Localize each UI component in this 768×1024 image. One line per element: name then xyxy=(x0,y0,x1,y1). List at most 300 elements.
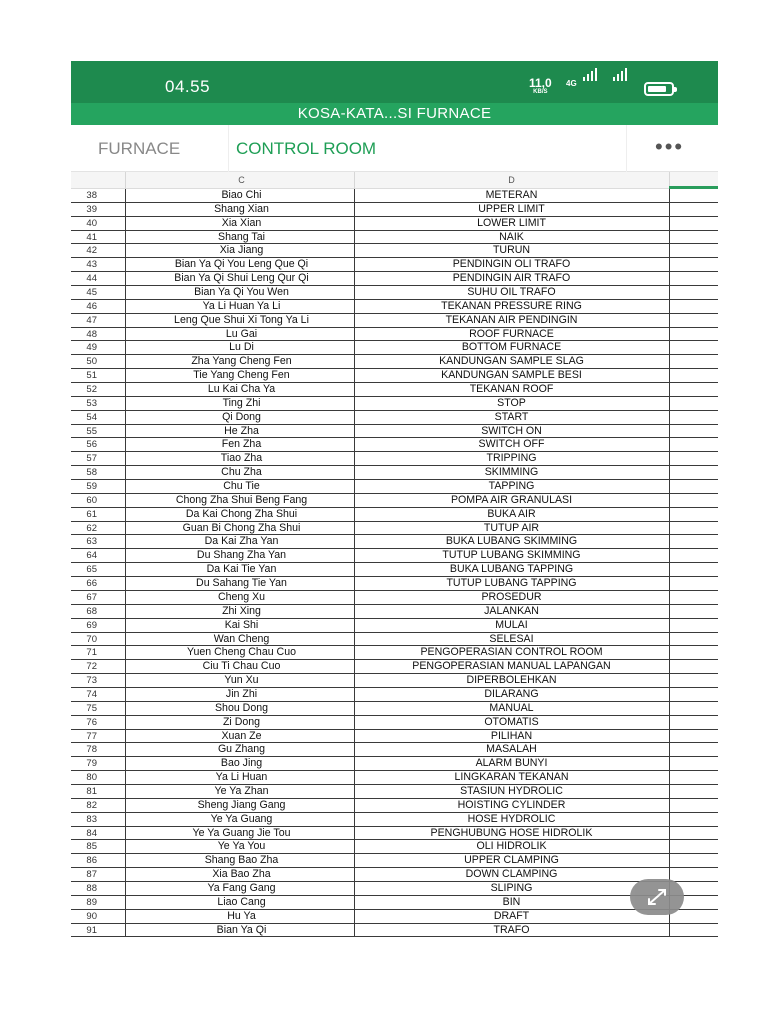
table-row[interactable] xyxy=(71,924,718,938)
cell-border xyxy=(125,189,126,203)
tab-furnace[interactable]: FURNACE xyxy=(98,139,181,158)
cell-d[interactable]: TURUN xyxy=(492,244,531,257)
row-number[interactable]: 73 xyxy=(86,675,97,687)
cell-border xyxy=(125,383,126,397)
battery-level xyxy=(648,86,666,92)
row-number[interactable]: 82 xyxy=(86,799,97,811)
cell-c[interactable]: Xia Jiang xyxy=(219,244,264,257)
cell-border xyxy=(669,924,670,938)
cell-d[interactable]: ALARM BUNYI xyxy=(475,757,548,770)
table-row[interactable] xyxy=(71,369,718,383)
cell-border xyxy=(669,577,670,591)
table-row[interactable] xyxy=(71,508,718,522)
row-number[interactable]: 67 xyxy=(86,591,97,603)
table-row[interactable] xyxy=(71,619,718,633)
cell-border xyxy=(125,480,126,494)
cell-d[interactable]: JALANKAN xyxy=(484,604,539,617)
cell-d[interactable]: POMPA AIR GRANULASI xyxy=(450,493,573,506)
cell-border xyxy=(125,854,126,868)
cell-d[interactable]: PENDINGIN AIR TRAFO xyxy=(452,272,571,285)
cell-d[interactable]: LOWER LIMIT xyxy=(477,216,546,229)
row-number[interactable]: 57 xyxy=(86,453,97,465)
cell-d[interactable]: MANUAL xyxy=(489,701,534,714)
table-row[interactable] xyxy=(71,452,718,466)
cell-d[interactable]: STOP xyxy=(497,396,526,409)
row-number[interactable]: 87 xyxy=(86,869,97,881)
cell-d[interactable]: HOSE HYDROLIC xyxy=(467,812,556,825)
table-row[interactable] xyxy=(71,785,718,799)
network-speed-unit: KB/S xyxy=(533,89,548,95)
cell-d[interactable]: PENGOPERASIAN MANUAL LAPANGAN xyxy=(412,660,611,673)
cell-border xyxy=(125,231,126,245)
row-number[interactable]: 89 xyxy=(86,896,97,908)
table-row[interactable] xyxy=(71,411,718,425)
cell-border xyxy=(669,452,670,466)
table-row[interactable] xyxy=(71,646,718,660)
cell-border xyxy=(669,716,670,730)
cell-border xyxy=(125,785,126,799)
cell-d[interactable]: OTOMATIS xyxy=(484,715,539,728)
row-number[interactable]: 88 xyxy=(86,882,97,894)
cell-c[interactable]: Ya Fang Gang xyxy=(207,881,276,894)
cell-c[interactable]: Liao Cang xyxy=(217,895,266,908)
cell-border xyxy=(125,743,126,757)
cell-c[interactable]: Bao Jing xyxy=(220,757,263,770)
cell-border xyxy=(125,591,126,605)
cell-border xyxy=(125,563,126,577)
cell-d[interactable]: PILIHAN xyxy=(490,729,533,742)
spreadsheet-grid[interactable] xyxy=(71,189,718,937)
cell-c[interactable]: Yuen Cheng Chau Cuo xyxy=(187,646,296,659)
cell-border xyxy=(125,328,126,342)
row-number[interactable]: 58 xyxy=(86,467,97,479)
table-row[interactable] xyxy=(71,272,718,286)
cell-c[interactable]: Fen Zha xyxy=(221,438,262,451)
row-number[interactable]: 80 xyxy=(86,772,97,784)
cell-c[interactable]: Ye Ya Guang xyxy=(210,812,273,825)
cell-border xyxy=(669,660,670,674)
row-number[interactable]: 72 xyxy=(86,661,97,673)
table-row[interactable] xyxy=(71,383,718,397)
cell-d[interactable]: DOWN CLAMPING xyxy=(465,868,558,881)
table-row[interactable] xyxy=(71,438,718,452)
table-row[interactable] xyxy=(71,868,718,882)
cell-d[interactable]: TRAFO xyxy=(493,923,530,936)
cell-border xyxy=(669,605,670,619)
table-row[interactable] xyxy=(71,300,718,314)
cell-c[interactable]: Biao Chi xyxy=(221,189,262,201)
table-row[interactable] xyxy=(71,397,718,411)
cell-d[interactable]: TEKANAN ROOF xyxy=(469,383,554,396)
cell-border xyxy=(669,674,670,688)
table-row[interactable] xyxy=(71,813,718,827)
cell-c[interactable]: Zhi Xing xyxy=(222,604,261,617)
cell-border xyxy=(125,646,126,660)
status-bar xyxy=(71,61,718,103)
cell-c[interactable]: Da Kai Tie Yan xyxy=(206,563,277,576)
cell-c[interactable]: Bian Ya Qi You Leng Que Qi xyxy=(174,258,309,271)
cell-border xyxy=(669,341,670,355)
cell-c[interactable]: Bian Ya Qi You Wen xyxy=(194,286,289,299)
cell-c[interactable]: Ye Ya You xyxy=(217,840,266,853)
table-row[interactable] xyxy=(71,896,718,910)
cell-border xyxy=(669,508,670,522)
cell-border xyxy=(669,813,670,827)
cell-border xyxy=(125,314,126,328)
cell-border xyxy=(669,314,670,328)
table-row[interactable] xyxy=(71,535,718,549)
table-row[interactable] xyxy=(71,328,718,342)
cell-d[interactable]: OLI HIDROLIK xyxy=(476,840,547,853)
cell-c[interactable]: Ya Li Huan xyxy=(215,771,268,784)
table-row[interactable] xyxy=(71,660,718,674)
cell-c[interactable]: Xia Xian xyxy=(221,216,262,229)
cell-border xyxy=(125,868,126,882)
cell-c[interactable]: Sheng Jiang Gang xyxy=(197,798,286,811)
cell-border xyxy=(669,633,670,647)
row-number[interactable]: 77 xyxy=(86,730,97,742)
cell-d[interactable]: SUHU OIL TRAFO xyxy=(467,286,556,299)
row-number[interactable]: 44 xyxy=(86,273,97,285)
cell-border xyxy=(669,646,670,660)
more-dots-icon[interactable]: ••• xyxy=(655,134,685,159)
row-number[interactable]: 65 xyxy=(86,564,97,576)
cell-c[interactable]: Tiao Zha xyxy=(220,452,263,465)
cell-border xyxy=(125,577,126,591)
network-speed-value: 11,0 xyxy=(529,76,552,90)
cell-border xyxy=(125,716,126,730)
cell-d[interactable]: TUTUP LUBANG SKIMMING xyxy=(442,549,581,562)
cell-border xyxy=(125,411,126,425)
cell-d[interactable]: TUTUP AIR xyxy=(483,521,540,534)
cell-border xyxy=(125,688,126,702)
cell-d[interactable]: BOTTOM FURNACE xyxy=(461,341,562,354)
table-row[interactable] xyxy=(71,743,718,757)
cell-border xyxy=(669,743,670,757)
cell-border xyxy=(125,522,126,536)
row-number[interactable]: 62 xyxy=(86,522,97,534)
cell-c[interactable]: Kai Shi xyxy=(224,618,259,631)
cell-border xyxy=(669,438,670,452)
table-row[interactable] xyxy=(71,771,718,785)
row-number[interactable]: 76 xyxy=(86,716,97,728)
table-row[interactable] xyxy=(71,605,718,619)
row-number[interactable]: 81 xyxy=(86,785,97,797)
cell-border xyxy=(669,730,670,744)
cell-border xyxy=(125,660,126,674)
cell-d[interactable]: NAIK xyxy=(499,230,524,243)
cell-d[interactable]: LINGKARAN TEKANAN xyxy=(454,771,569,784)
cell-d[interactable]: SKIMMING xyxy=(484,466,539,479)
row-number[interactable]: 61 xyxy=(86,508,97,520)
cell-d[interactable]: START xyxy=(494,410,529,423)
cell-d[interactable]: MASALAH xyxy=(486,743,537,756)
cell-d[interactable]: METERAN xyxy=(485,189,538,201)
cell-c[interactable]: Lu Gai xyxy=(225,327,258,340)
cell-border xyxy=(125,217,126,231)
cell-d[interactable]: PENGHUBUNG HOSE HIDROLIK xyxy=(430,826,593,839)
table-row[interactable] xyxy=(71,757,718,771)
row-number[interactable]: 75 xyxy=(86,702,97,714)
cell-border xyxy=(669,286,670,300)
cell-c[interactable]: Chu Zha xyxy=(221,466,262,479)
cell-c[interactable]: Gu Zhang xyxy=(217,743,266,756)
cell-border xyxy=(669,480,670,494)
cell-d[interactable]: BUKA LUBANG TAPPING xyxy=(449,563,574,576)
cell-border xyxy=(125,438,126,452)
cell-border xyxy=(669,328,670,342)
row-number[interactable]: 40 xyxy=(86,217,97,229)
cell-c[interactable]: Jin Zhi xyxy=(225,687,258,700)
table-row[interactable] xyxy=(71,286,718,300)
table-row[interactable] xyxy=(71,563,718,577)
cell-border xyxy=(669,383,670,397)
row-number[interactable]: 42 xyxy=(86,245,97,257)
table-row[interactable] xyxy=(71,231,718,245)
cell-border xyxy=(125,272,126,286)
expand-button[interactable] xyxy=(630,879,684,915)
row-number[interactable]: 56 xyxy=(86,439,97,451)
table-row[interactable] xyxy=(71,674,718,688)
row-number[interactable]: 70 xyxy=(86,633,97,645)
tab-divider xyxy=(626,125,627,172)
cell-d[interactable]: BUKA LUBANG SKIMMING xyxy=(445,535,578,548)
table-row[interactable] xyxy=(71,910,718,924)
row-number[interactable]: 91 xyxy=(86,924,97,936)
cell-c[interactable]: Chong Zha Shui Beng Fang xyxy=(175,493,308,506)
cell-d[interactable]: SWITCH ON xyxy=(481,424,542,437)
cell-c[interactable]: Shang Bao Zha xyxy=(204,854,279,867)
row-number[interactable]: 83 xyxy=(86,813,97,825)
row-number[interactable]: 48 xyxy=(86,328,97,340)
cell-c[interactable]: Zha Yang Cheng Fen xyxy=(191,355,292,368)
table-row[interactable] xyxy=(71,244,718,258)
table-row[interactable] xyxy=(71,425,718,439)
table-row[interactable] xyxy=(71,688,718,702)
cell-d[interactable]: KANDUNGAN SAMPLE SLAG xyxy=(439,355,584,368)
cell-border xyxy=(669,258,670,272)
row-number[interactable]: 60 xyxy=(86,494,97,506)
cell-c[interactable]: Xia Bao Zha xyxy=(212,868,271,881)
tab-control-room[interactable]: CONTROL ROOM xyxy=(236,139,377,158)
cell-border xyxy=(125,425,126,439)
cell-c[interactable]: Cheng Xu xyxy=(217,590,266,603)
cell-d[interactable]: PENGOPERASIAN CONTROL ROOM xyxy=(420,646,603,659)
cell-c[interactable]: Bian Ya Qi Shui Leng Qur Qi xyxy=(174,272,309,285)
cell-d[interactable]: SELESAI xyxy=(489,632,534,645)
cell-d[interactable]: TAPPING xyxy=(488,480,535,493)
table-row[interactable] xyxy=(71,258,718,272)
cell-d[interactable]: PENDINGIN OLI TRAFO xyxy=(452,258,571,271)
row-number[interactable]: 50 xyxy=(86,356,97,368)
cell-border xyxy=(669,535,670,549)
cell-c[interactable]: Bian Ya Qi xyxy=(216,923,267,936)
cell-border xyxy=(125,300,126,314)
table-row[interactable] xyxy=(71,854,718,868)
cell-c[interactable]: Qi Dong xyxy=(222,410,261,423)
cell-c[interactable]: Hu Ya xyxy=(227,909,256,922)
column-header-e[interactable] xyxy=(669,172,718,189)
table-row[interactable] xyxy=(71,591,718,605)
table-row[interactable] xyxy=(71,480,718,494)
cell-c[interactable]: Lu Kai Cha Ya xyxy=(207,383,276,396)
cell-c[interactable]: Shang Tai xyxy=(218,230,265,243)
table-row[interactable] xyxy=(71,633,718,647)
cell-border xyxy=(669,854,670,868)
row-number[interactable]: 66 xyxy=(86,578,97,590)
table-row[interactable] xyxy=(71,314,718,328)
tab-divider xyxy=(228,125,229,172)
row-number[interactable]: 63 xyxy=(86,536,97,548)
row-number[interactable]: 86 xyxy=(86,855,97,867)
cell-c[interactable]: Lu Di xyxy=(229,341,254,354)
cell-c[interactable]: Du Shang Zha Yan xyxy=(196,549,287,562)
cell-border xyxy=(125,799,126,813)
row-number[interactable]: 90 xyxy=(86,910,97,922)
row-number[interactable]: 38 xyxy=(86,190,97,201)
cell-c[interactable]: Yun Xu xyxy=(224,674,259,687)
cell-c[interactable]: Zi Dong xyxy=(222,715,261,728)
cell-d[interactable]: TUTUP LUBANG TAPPING xyxy=(446,577,577,590)
cell-border xyxy=(669,189,670,203)
cell-d[interactable]: HOISTING CYLINDER xyxy=(457,798,566,811)
cell-c[interactable]: Ye Ya Zhan xyxy=(214,784,269,797)
cell-d[interactable]: ROOF FURNACE xyxy=(469,327,554,340)
cell-border xyxy=(125,757,126,771)
table-row[interactable] xyxy=(71,203,718,217)
cell-d[interactable]: DRAFT xyxy=(493,909,530,922)
cell-border xyxy=(125,355,126,369)
cell-border xyxy=(669,425,670,439)
row-number[interactable]: 51 xyxy=(86,370,97,382)
cell-c[interactable]: Chu Tie xyxy=(223,480,260,493)
cell-d[interactable]: DIPERBOLEHKAN xyxy=(466,674,557,687)
sheet-tab-bar xyxy=(71,125,718,172)
cell-border xyxy=(669,244,670,258)
cell-d[interactable]: KANDUNGAN SAMPLE BESI xyxy=(441,369,582,382)
cell-c[interactable]: Da Kai Zha Yan xyxy=(204,535,279,548)
cell-border xyxy=(669,702,670,716)
cell-d[interactable]: TEKANAN AIR PENDINGIN xyxy=(445,313,578,326)
row-number[interactable]: 74 xyxy=(86,688,97,700)
table-row[interactable] xyxy=(71,341,718,355)
cell-c[interactable]: Shang Xian xyxy=(214,202,269,215)
cell-c[interactable]: Xuan Ze xyxy=(221,729,262,742)
table-row[interactable] xyxy=(71,882,718,896)
cell-c[interactable]: Du Sahang Tie Yan xyxy=(196,577,287,590)
row-number[interactable]: 46 xyxy=(86,300,97,312)
table-row[interactable] xyxy=(71,217,718,231)
column-header-c[interactable]: C xyxy=(238,175,245,185)
row-number[interactable]: 79 xyxy=(86,758,97,770)
table-row[interactable] xyxy=(71,577,718,591)
row-number[interactable]: 69 xyxy=(86,619,97,631)
cell-border xyxy=(669,272,670,286)
cell-c[interactable]: Guan Bi Chong Zha Shui xyxy=(182,521,301,534)
table-row[interactable] xyxy=(71,730,718,744)
cell-c[interactable]: Wan Cheng xyxy=(213,632,270,645)
row-number[interactable]: 41 xyxy=(86,231,97,243)
row-number[interactable]: 55 xyxy=(86,425,97,437)
cell-d[interactable]: DILARANG xyxy=(484,687,539,700)
table-row[interactable] xyxy=(71,799,718,813)
cell-c[interactable]: Leng Que Shui Xi Tong Ya Li xyxy=(174,313,309,326)
cell-c[interactable]: Ya Li Huan Ya Li xyxy=(202,299,281,312)
cell-c[interactable]: Ye Ya Guang Jie Tou xyxy=(192,826,291,839)
cell-d[interactable]: TEKANAN PRESSURE RING xyxy=(441,299,582,312)
row-number[interactable]: 71 xyxy=(86,647,97,659)
column-header-d[interactable]: D xyxy=(508,175,515,185)
cell-border xyxy=(669,785,670,799)
table-row[interactable] xyxy=(71,189,718,203)
cell-d[interactable]: BIN xyxy=(502,895,521,908)
cell-d[interactable]: STASIUN HYDROLIC xyxy=(460,784,563,797)
table-row[interactable] xyxy=(71,827,718,841)
cell-border xyxy=(669,563,670,577)
row-number[interactable]: 45 xyxy=(86,287,97,299)
row-number[interactable]: 49 xyxy=(86,342,97,354)
table-row[interactable] xyxy=(71,522,718,536)
cell-c[interactable]: Shou Dong xyxy=(214,701,268,714)
row-number[interactable]: 64 xyxy=(86,550,97,562)
cell-border xyxy=(669,217,670,231)
cell-c[interactable]: Da Kai Chong Zha Shui xyxy=(185,507,298,520)
cell-d[interactable]: SWITCH OFF xyxy=(478,438,545,451)
table-row[interactable] xyxy=(71,355,718,369)
row-number[interactable]: 47 xyxy=(86,314,97,326)
cell-border xyxy=(125,813,126,827)
row-number[interactable]: 53 xyxy=(86,397,97,409)
cell-c[interactable]: Ciu Ti Chau Cuo xyxy=(202,660,281,673)
cell-border xyxy=(125,397,126,411)
row-number[interactable]: 78 xyxy=(86,744,97,756)
row-number[interactable]: 43 xyxy=(86,259,97,271)
cell-d[interactable]: BUKA AIR xyxy=(487,507,536,520)
table-row[interactable] xyxy=(71,466,718,480)
table-row[interactable] xyxy=(71,702,718,716)
cell-border xyxy=(125,730,126,744)
table-row[interactable] xyxy=(71,716,718,730)
cell-border xyxy=(125,508,126,522)
row-number[interactable]: 59 xyxy=(86,481,97,493)
cell-c[interactable]: Ting Zhi xyxy=(222,396,261,409)
cell-d[interactable]: MULAI xyxy=(495,618,528,631)
cell-d[interactable]: SLIPING xyxy=(490,881,533,894)
table-row[interactable] xyxy=(71,494,718,508)
cell-border xyxy=(669,466,670,480)
cell-d[interactable]: UPPER CLAMPING xyxy=(464,854,559,867)
row-number[interactable]: 52 xyxy=(86,384,97,396)
row-number[interactable]: 84 xyxy=(86,827,97,839)
cell-border xyxy=(125,341,126,355)
cell-d[interactable]: PROSEDUR xyxy=(481,590,542,603)
phone-screen xyxy=(71,61,718,948)
status-time: 04.55 xyxy=(165,77,211,96)
row-number[interactable]: 54 xyxy=(86,411,97,423)
row-number[interactable]: 85 xyxy=(86,841,97,853)
cell-border xyxy=(669,799,670,813)
cell-c[interactable]: Tie Yang Cheng Fen xyxy=(193,369,290,382)
row-number[interactable]: 39 xyxy=(86,203,97,215)
cell-border xyxy=(125,771,126,785)
row-number[interactable]: 68 xyxy=(86,605,97,617)
cell-d[interactable]: TRIPPING xyxy=(486,452,537,465)
table-row[interactable] xyxy=(71,549,718,563)
cell-c[interactable]: He Zha xyxy=(224,424,259,437)
table-row[interactable] xyxy=(71,840,718,854)
cell-border xyxy=(669,522,670,536)
cell-d[interactable]: UPPER LIMIT xyxy=(478,202,545,215)
